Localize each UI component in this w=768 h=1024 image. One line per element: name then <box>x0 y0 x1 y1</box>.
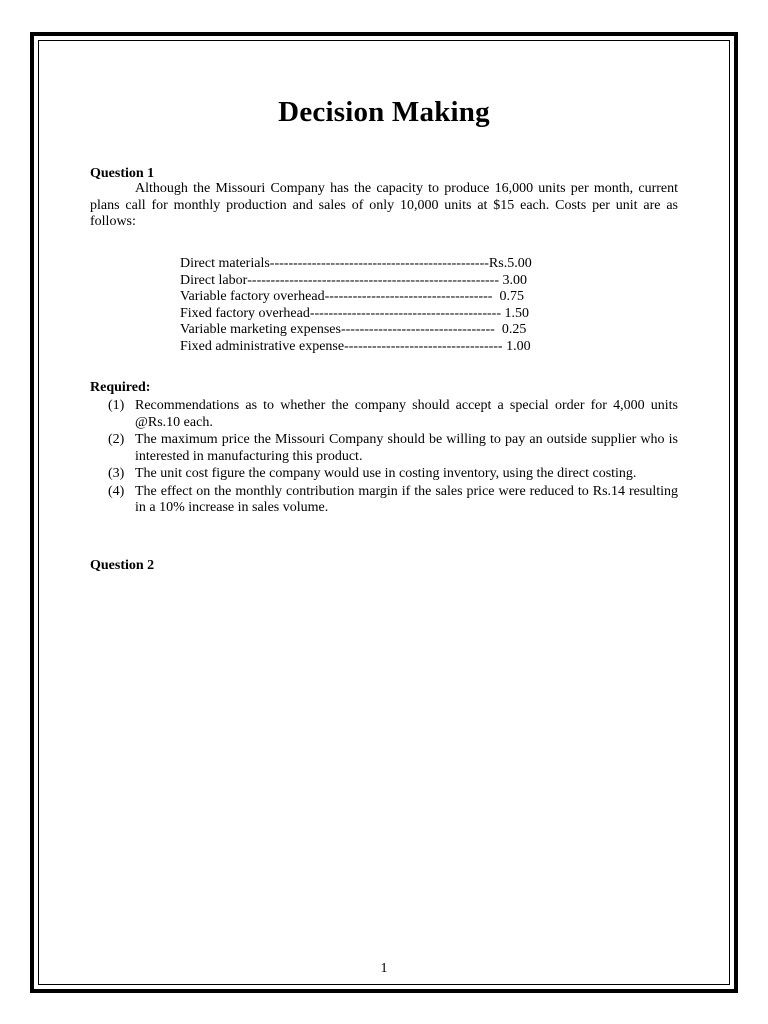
cost-label: Variable factory overhead <box>180 289 325 305</box>
cost-value: 1.50 <box>504 305 529 321</box>
list-item-number: (1) <box>108 398 125 413</box>
cost-label: Fixed factory overhead <box>180 305 310 321</box>
cost-label: Direct materials <box>180 256 270 271</box>
cost-label: Fixed administrative expense <box>180 338 345 354</box>
list-item-text: The effect on the monthly contribution margin if the sales price were reduced to Rs.14 resulting in a 10% increase in sales volume. <box>135 483 678 515</box>
page-title: Decision Making <box>278 96 490 128</box>
cost-row <box>180 289 580 306</box>
cost-row <box>180 273 580 290</box>
question-1-paragraph: Although the Missouri Company has the capacity to produce 16,000 units per month, current plans call for monthly production and sales of only 10,000 units at $15 each. Costs per unit are as follows: <box>90 181 678 229</box>
list-item-text: The maximum price the Missouri Company should be willing to pay an outside supplier who is interested in manufacturing this product. <box>135 432 678 464</box>
cost-row <box>180 306 580 323</box>
required-heading: Required: <box>90 380 151 395</box>
list-item-number: (4) <box>108 483 125 499</box>
list-item <box>108 432 678 465</box>
cost-label: Variable marketing expenses <box>180 322 341 338</box>
cost-row <box>180 322 580 339</box>
question-2-heading: Question 2 <box>90 558 155 573</box>
list-item-text: The unit cost figure the company would use in costing inventory, using the direct costing. <box>135 466 637 481</box>
cost-label: Direct labor <box>180 272 248 288</box>
list-item <box>108 466 678 483</box>
cost-value: 0.75 <box>499 289 524 305</box>
cost-leader: --------------------------------- <box>340 322 502 338</box>
required-list <box>108 398 678 518</box>
list-item-number: (3) <box>108 466 125 481</box>
list-item-text: Recommendations as to whether the company should accept a special order for 4,000 units @Rs.10 each. <box>135 398 678 430</box>
cost-value: Rs.5.00 <box>488 256 532 271</box>
question-1-heading: Question 1 <box>90 166 155 181</box>
cost-leader: ----------------------------------------------- <box>269 256 489 271</box>
cost-row <box>180 339 580 356</box>
cost-row <box>180 256 580 273</box>
cost-per-unit-table <box>180 256 580 356</box>
cost-value: 3.00 <box>502 272 528 288</box>
page-number: 1 <box>380 961 388 976</box>
list-item-number: (2) <box>108 432 125 447</box>
cost-leader: ------------------------------------ <box>324 289 500 305</box>
list-item <box>108 484 678 517</box>
list-item <box>108 398 678 431</box>
cost-value: 1.00 <box>506 338 531 354</box>
cost-leader: ------------------------------------------------------ <box>247 272 503 288</box>
cost-leader: ---------------------------------- <box>344 338 507 354</box>
cost-leader: ----------------------------------------- <box>309 305 505 321</box>
cost-value: 0.25 <box>501 322 527 338</box>
